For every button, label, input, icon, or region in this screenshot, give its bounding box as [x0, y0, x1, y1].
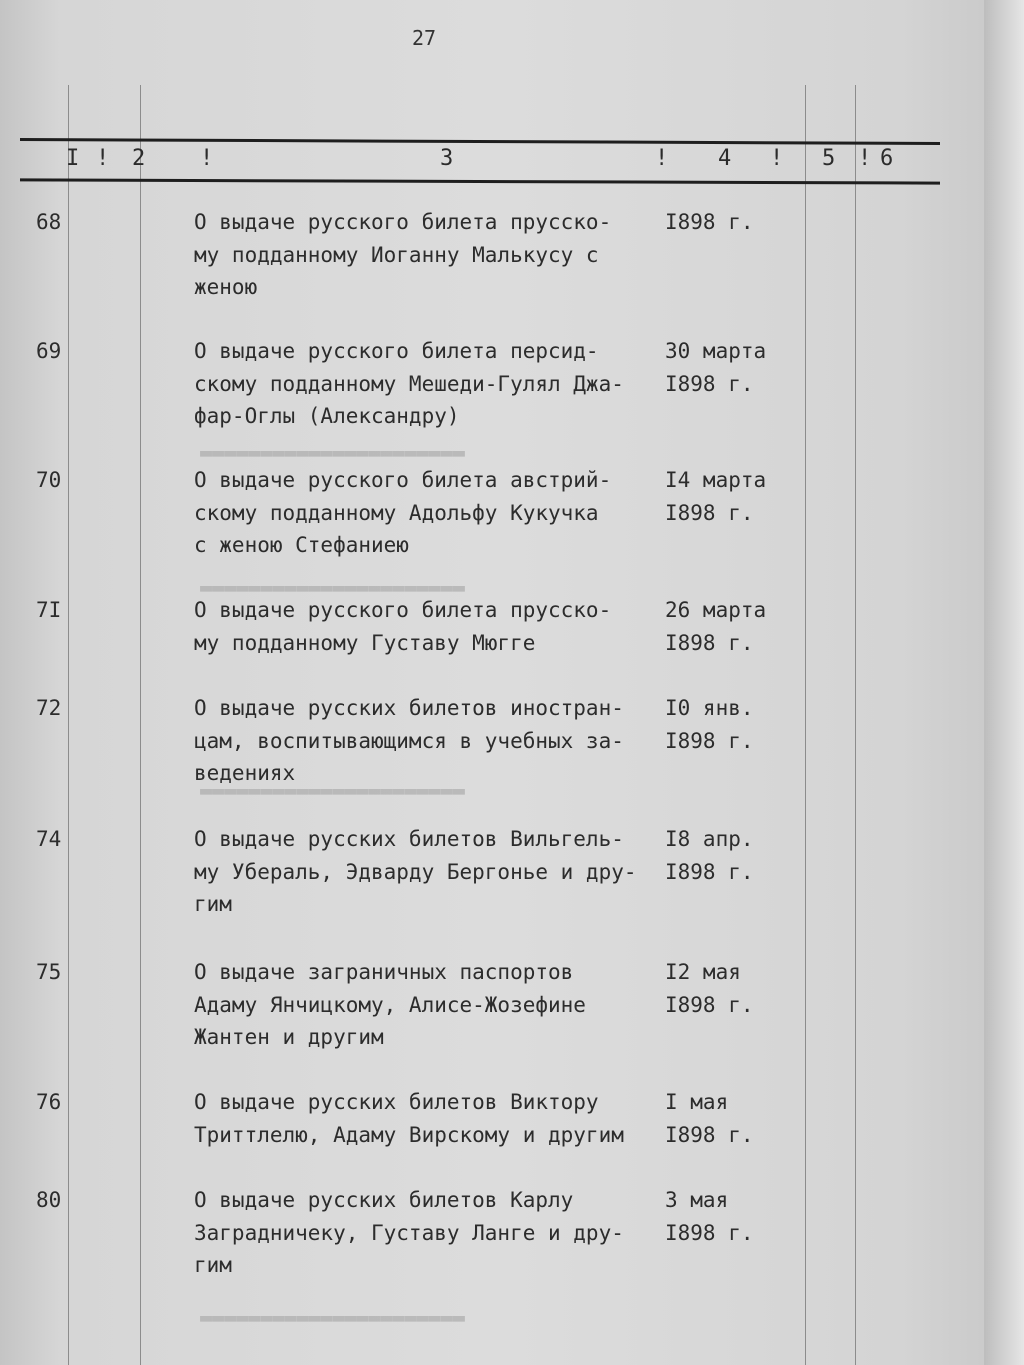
bleed-through-marks: ▬▬▬▬▬▬▬▬▬▬▬▬▬▬▬▬▬▬▬▬▬▬: [200, 778, 465, 802]
entry-number: 68: [36, 210, 62, 234]
column-separator: !: [770, 146, 784, 171]
entry-title: О выдаче русских билетов иностран- цам, воспитывающимся в учебных за- ведениях: [194, 696, 624, 785]
entry-title: О выдаче русского билета прусско- му подданному Густаву Мюгге: [194, 598, 612, 655]
entry-date: I4 марта I898 г.: [665, 468, 767, 525]
column-header-2: 2: [132, 146, 146, 171]
entry-number: 74: [36, 827, 62, 851]
entry-date: I0 янв. I898 г.: [665, 696, 754, 753]
column-divider: [855, 85, 856, 1365]
entry-date: I2 мая I898 г.: [665, 960, 754, 1017]
column-divider: [68, 85, 69, 1365]
entry-number: 69: [36, 339, 62, 363]
underlying-page-edge: [984, 0, 1024, 1365]
column-header-1: I: [66, 146, 80, 171]
entry-title: О выдаче русского билета австрий- скому подданному Адольфу Кукучка с женою Стефаниею: [194, 468, 612, 557]
column-separator: !: [96, 146, 110, 171]
column-divider: [805, 85, 806, 1365]
bleed-through-marks: ▬▬▬▬▬▬▬▬▬▬▬▬▬▬▬▬▬▬▬▬▬▬: [200, 440, 465, 464]
entry-number: 72: [36, 696, 62, 720]
entry-number: 76: [36, 1090, 62, 1114]
column-header-3: 3: [440, 146, 454, 171]
entry-date: I мая I898 г.: [665, 1090, 754, 1147]
column-divider: [140, 85, 141, 1365]
entry-number: 7I: [36, 598, 62, 622]
entry-title: О выдаче русских билетов Виктору Триттлелю, Адаму Вирскому и другим: [194, 1090, 624, 1147]
column-header-5: 5: [822, 146, 836, 171]
column-separator: !: [858, 146, 872, 171]
entry-title: О выдаче русского билета прусско- му подданному Иоганну Малькусу с женою: [194, 210, 612, 299]
entry-title: О выдаче заграничных паспортов Адаму Янчицкому, Алисе-Жозефине Жантен и другим: [194, 960, 586, 1049]
entry-date: 3 мая I898 г.: [665, 1188, 754, 1245]
column-header-4: 4: [718, 146, 732, 171]
entry-date: 30 марта I898 г.: [665, 339, 767, 396]
bleed-through-marks: ▬▬▬▬▬▬▬▬▬▬▬▬▬▬▬▬▬▬▬▬▬▬: [200, 1305, 465, 1329]
column-separator: !: [655, 146, 669, 171]
entry-date: I8 апр. I898 г.: [665, 827, 754, 884]
entry-number: 70: [36, 468, 62, 492]
entry-title: О выдаче русских билетов Карлу Заградничеку, Густаву Ланге и дру- гим: [194, 1188, 624, 1277]
column-separator: !: [200, 146, 214, 171]
entry-number: 75: [36, 960, 62, 984]
entry-title: О выдаче русского билета персид- скому подданному Мешеди-Гулял Джа- фар-Оглы (Александру): [194, 339, 624, 428]
entry-title: О выдаче русских билетов Вильгель- му Убераль, Эдварду Бергонье и дру- гим: [194, 827, 637, 916]
entry-date: I898 г.: [665, 210, 754, 234]
page-number: 27: [412, 26, 437, 50]
entry-date: 26 марта I898 г.: [665, 598, 767, 655]
column-header-6: 6: [880, 146, 894, 171]
entry-number: 80: [36, 1188, 62, 1212]
bleed-through-marks: ▬▬▬▬▬▬▬▬▬▬▬▬▬▬▬▬▬▬▬▬▬▬: [200, 575, 465, 599]
